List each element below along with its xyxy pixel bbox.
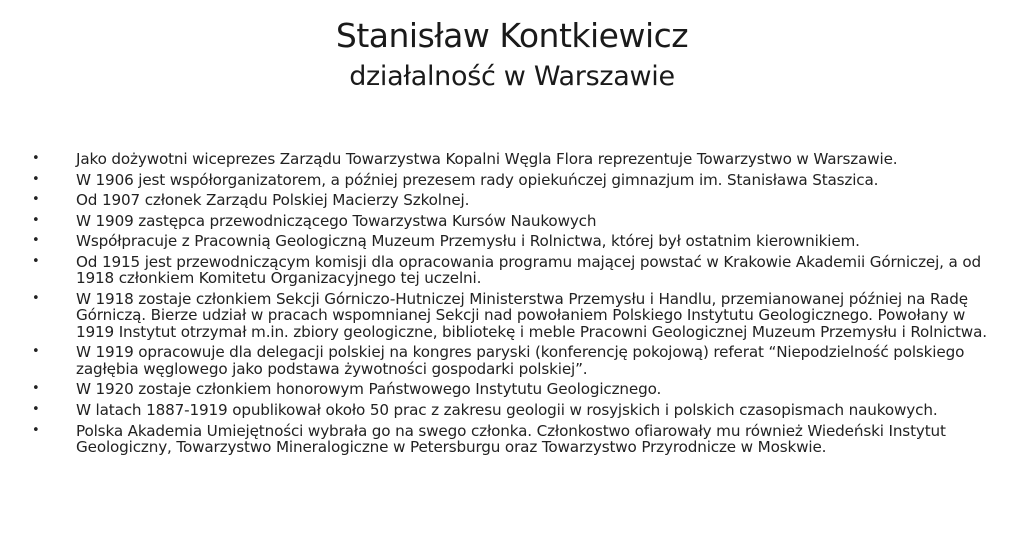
bullet-text: W latach 1887-1919 opublikował około 50 prac z zakresu geologii w rosyjskich i polskich czasopismach naukowych. — [76, 400, 938, 419]
bullet-item — [30, 344, 1005, 377]
bullet-text: Od 1915 jest przewodniczącym komisji dla opracowania programu mającej powstać w Krakowie Akademii Górniczej, a od 1918 członkiem Komitetu Organizacyjnego tej uczelni. — [76, 252, 982, 288]
slide-title — [0, 14, 1024, 96]
bullet-item — [30, 423, 1005, 456]
title-subtitle: działalność w Warszawie — [349, 61, 675, 92]
bullet-text: W 1920 zostaje członkiem honorowym Państwowego Instytutu Geologicznego. — [76, 380, 662, 399]
bullet-icon: • — [32, 401, 40, 417]
bullet-text: Współpracuje z Pracownią Geologiczną Muzeum Przemysłu i Rolnictwa, której był ostatnim kierownikiem. — [76, 232, 860, 251]
bullet-text: W 1906 jest współorganizatorem, a później prezesem rady opiekuńczej gimnazjum im. Stanisława Staszica. — [76, 170, 879, 189]
bullet-icon: • — [32, 381, 40, 397]
bullet-text: W 1909 zastępca przewodniczącego Towarzystwa Kursów Naukowych — [76, 211, 597, 230]
bullet-item — [30, 381, 1005, 397]
bullet-text: Polska Akademia Umiejętności wybrała go na swego członka. Członkostwo ofiarowały mu również Wiedeński Instytut Geologiczny, Towarzystwo Mineralogiczne w Petersburgu oraz Towarzystwo Przyrodnicze w Moskwie. — [76, 421, 946, 456]
bullet-icon: • — [32, 192, 40, 208]
bullet-text: Jako dożywotni wiceprezes Zarządu Towarzystwa Kopalni Węgla Flora reprezentuje Towarzystwo w Warszawie. — [76, 150, 898, 168]
bullet-icon: • — [32, 233, 40, 249]
bullet-text: W 1919 opracowuje dla delegacji polskiej na kongres paryski (konferencję pokojową) referat “Niepodzielność polskiego zagłębia węglowego jako podstawa żywotności gospodarki polskiej”. — [76, 343, 965, 378]
bullet-list — [30, 151, 1005, 460]
bullet-item — [30, 291, 1005, 340]
bullet-icon: • — [32, 253, 40, 269]
bullet-icon: • — [32, 344, 40, 360]
bullet-text: Od 1907 członek Zarządu Polskiej Macierzy Szkolnej. — [76, 191, 470, 210]
bullet-item — [30, 233, 1005, 249]
bullet-icon: • — [32, 422, 40, 438]
bullet-item — [30, 192, 1005, 208]
bullet-item — [30, 172, 1005, 188]
bullet-icon: • — [32, 290, 40, 306]
title-name: Stanisław Kontkiewicz — [335, 16, 689, 55]
bullet-item — [30, 213, 1005, 229]
bullet-icon: • — [32, 171, 40, 187]
bullet-item — [30, 151, 1005, 167]
bullet-icon: • — [32, 151, 40, 166]
bullet-item — [30, 402, 1005, 418]
bullet-text: W 1918 zostaje członkiem Sekcji Górniczo-Hutniczej Ministerstwa Przemysłu i Handlu, przemianowanej później na Radę Górniczą. Bierze udział w pracach wspomnianej Sekcji nad powołaniem Polskiego Instytutu Geologicznego. Powołany w 1919 Instytut otrzymał m.in. zbiory geologiczne, bibliotekę i meble Pracowni Geologicznej Muzeum Przemysłu i Rolnictwa. — [76, 289, 987, 341]
bullet-icon: • — [32, 212, 40, 228]
bullet-item — [30, 254, 1005, 287]
